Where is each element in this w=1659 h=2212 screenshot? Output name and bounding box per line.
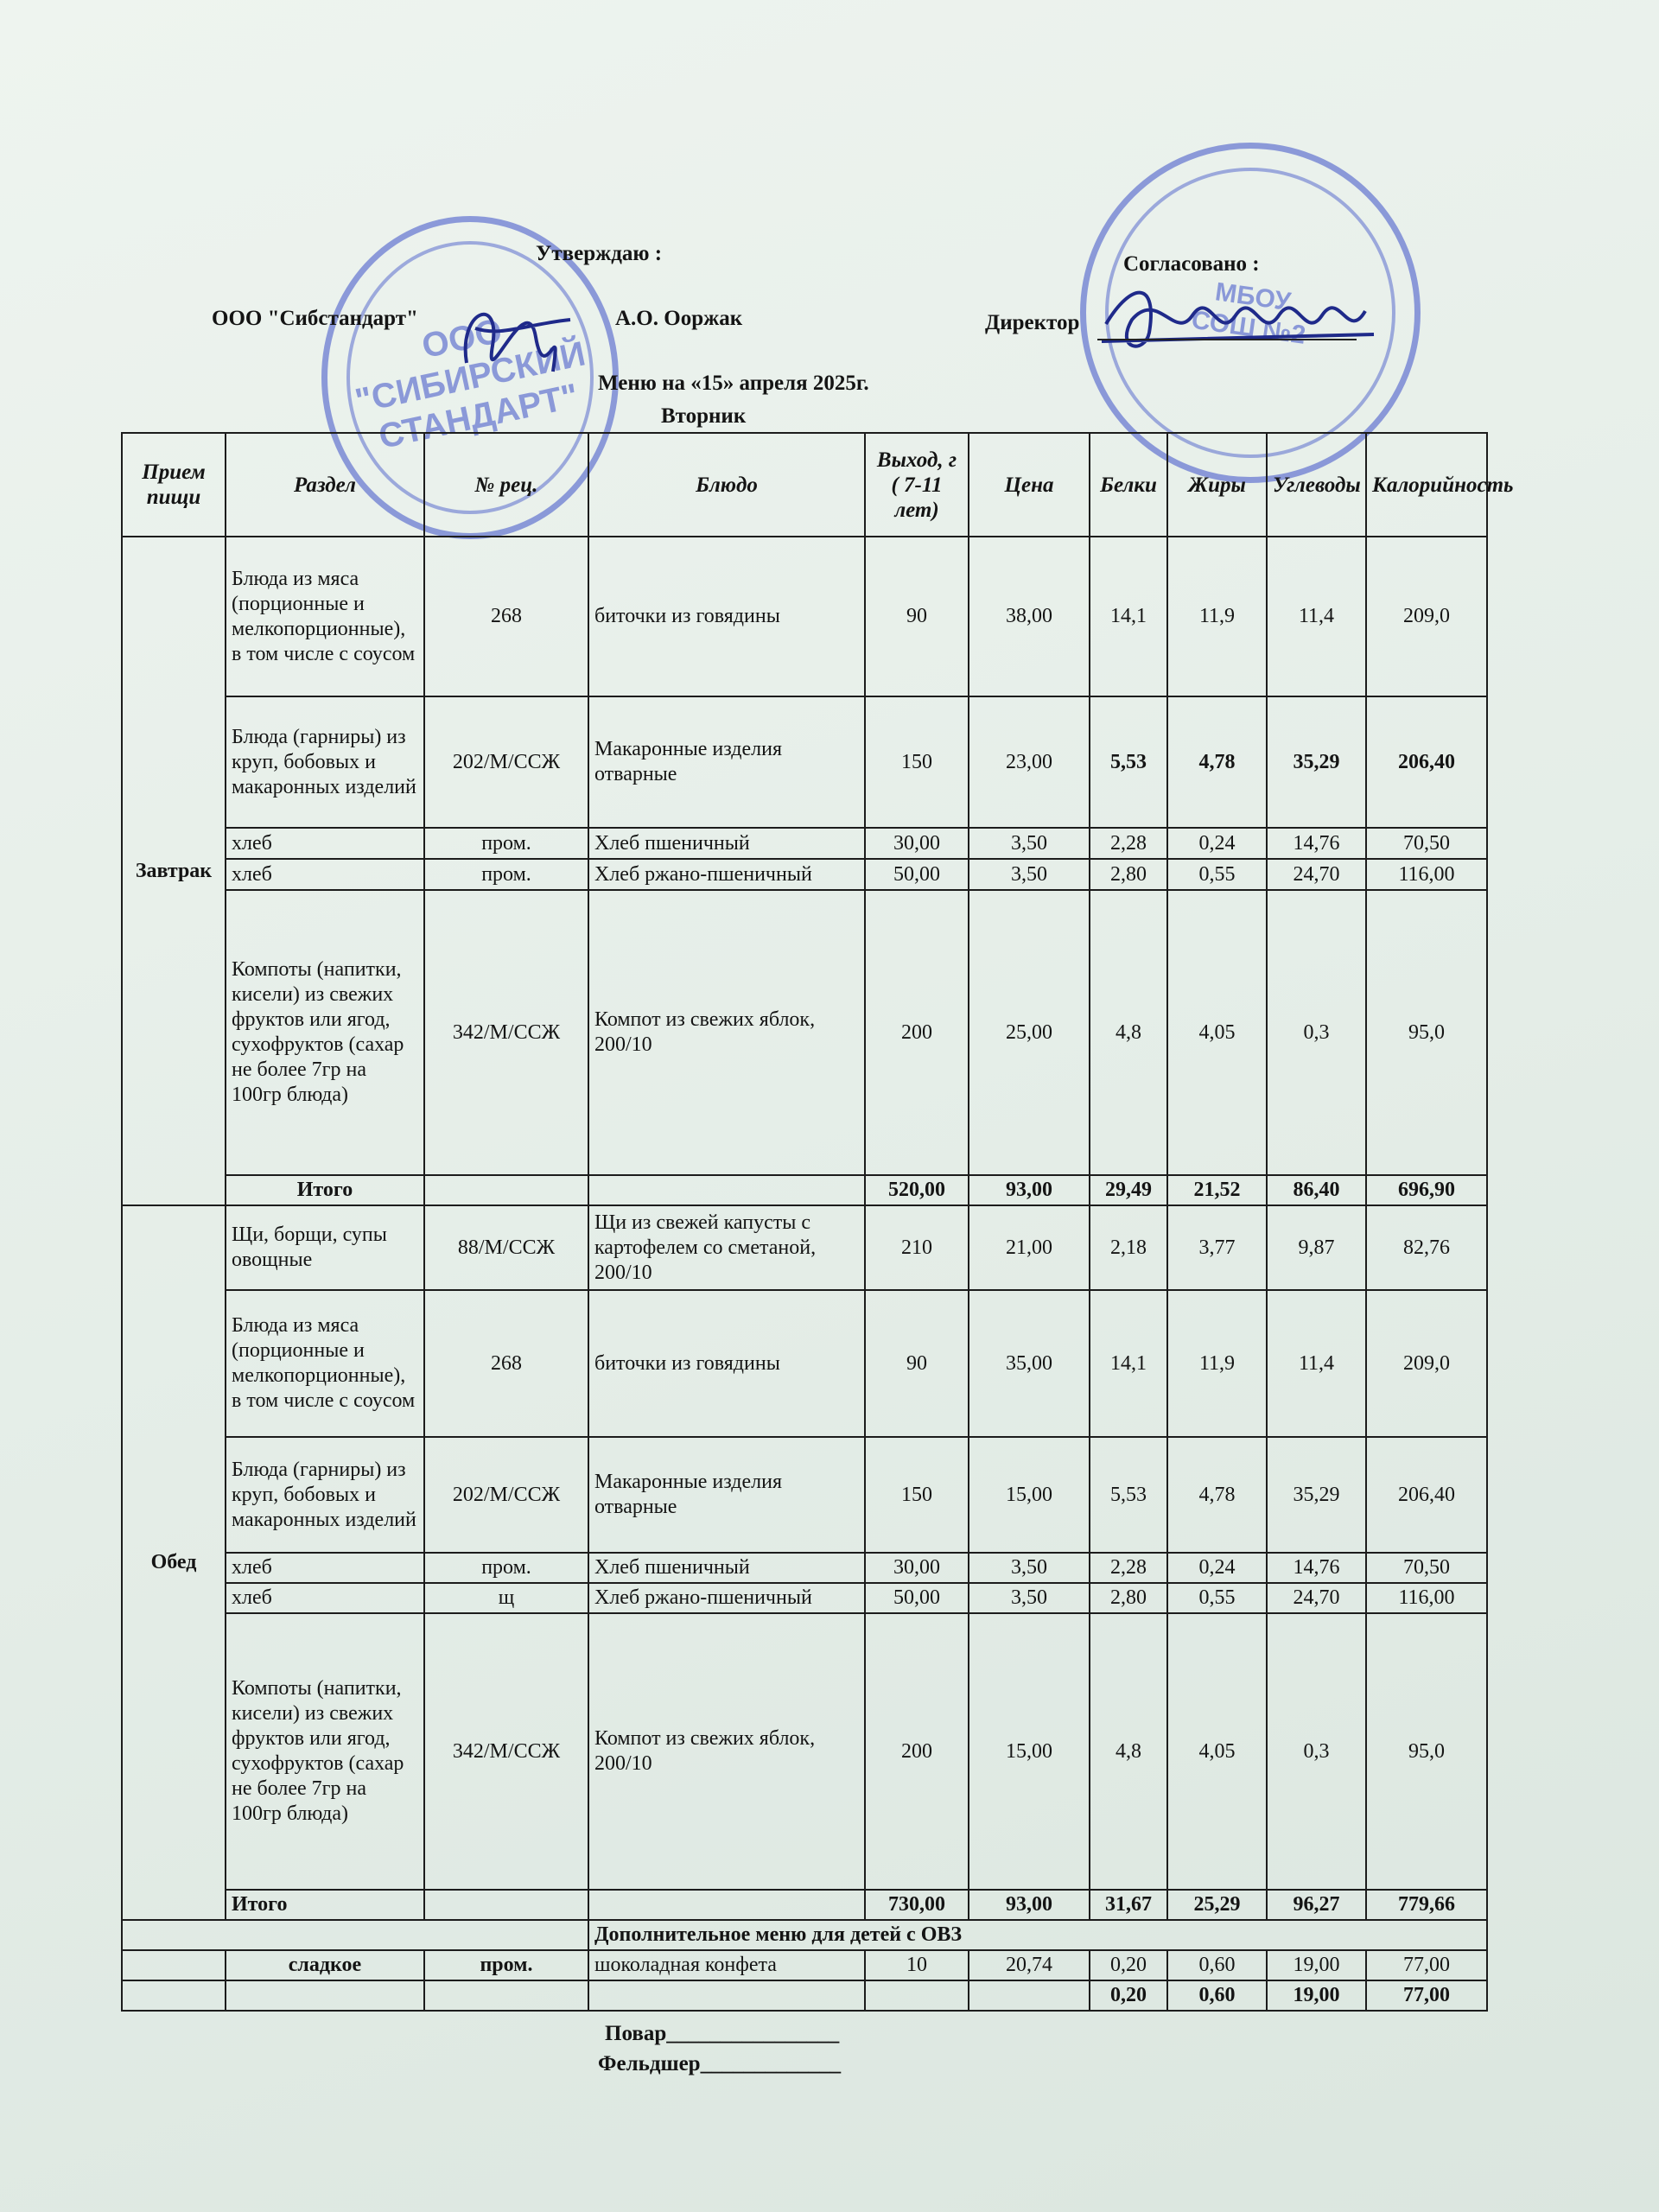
- yield-cell: 30,00: [865, 828, 969, 859]
- protein-cell: 14,1: [1090, 537, 1167, 696]
- kcal-cell: 209,0: [1366, 537, 1487, 696]
- section-cell: сладкое: [226, 1950, 424, 1980]
- carbs-cell: 0,3: [1267, 1613, 1366, 1890]
- kcal-cell: 70,50: [1366, 828, 1487, 859]
- carbs-cell: 19,00: [1267, 1950, 1366, 1980]
- fat-cell: 25,29: [1167, 1890, 1267, 1920]
- menu-table: [121, 432, 1514, 2012]
- yield-cell: 150: [865, 696, 969, 828]
- price-cell: 3,50: [969, 828, 1090, 859]
- col-header: Раздел: [226, 433, 424, 537]
- price-cell: 93,00: [969, 1890, 1090, 1920]
- lunch-total-row: [122, 1890, 1487, 1920]
- yield-cell: 90: [865, 1290, 969, 1437]
- carbs-cell: 0,3: [1267, 890, 1366, 1175]
- dish-cell: Макаронные изделия отварные: [588, 1437, 865, 1553]
- recipe-cell: 202/М/ССЖ: [424, 696, 588, 828]
- menu-title: Меню на «15» апреля 2025г.: [598, 372, 869, 395]
- carbs-cell: 24,70: [1267, 1583, 1366, 1613]
- table-row: [122, 696, 1487, 828]
- recipe-cell: щ: [424, 1583, 588, 1613]
- kcal-cell: 95,0: [1366, 1613, 1487, 1890]
- carbs-cell: 9,87: [1267, 1205, 1366, 1290]
- table-row: [122, 1583, 1487, 1613]
- organization-name: ООО "Сибстандарт": [212, 307, 418, 330]
- table-header-row: [122, 433, 1487, 537]
- recipe-cell: 342/М/ССЖ: [424, 890, 588, 1175]
- yield-cell: 50,00: [865, 859, 969, 890]
- price-cell: 21,00: [969, 1205, 1090, 1290]
- yield-cell: 10: [865, 1950, 969, 1980]
- kcal-cell: 206,40: [1366, 696, 1487, 828]
- director-signature: [1097, 272, 1382, 367]
- cook-signature-line: Повар________________: [605, 2022, 840, 2045]
- yield-cell: 520,00: [865, 1175, 969, 1205]
- recipe-cell: пром.: [424, 828, 588, 859]
- col-header: Калорийность: [1366, 433, 1487, 537]
- kcal-cell: 116,00: [1366, 859, 1487, 890]
- dish-cell: Макаронные изделия отварные: [588, 696, 865, 828]
- section-cell: Компоты (напитки, кисели) из свежих фруктов или ягод, сухофруктов (сахар не более 7гр на 100гр блюда): [226, 1613, 424, 1890]
- yield-cell: 730,00: [865, 1890, 969, 1920]
- carbs-cell: 19,00: [1267, 1980, 1366, 2011]
- kcal-cell: 209,0: [1366, 1290, 1487, 1437]
- carbs-cell: 96,27: [1267, 1890, 1366, 1920]
- col-header: Прием пищи: [122, 433, 226, 537]
- recipe-cell: 342/М/ССЖ: [424, 1613, 588, 1890]
- price-cell: 15,00: [969, 1437, 1090, 1553]
- dish-cell: биточки из говядины: [588, 537, 865, 696]
- col-header: Выход, г ( 7-11 лет): [865, 433, 969, 537]
- dish-cell: Хлеб ржано-пшеничный: [588, 1583, 865, 1613]
- kcal-cell: 779,66: [1366, 1890, 1487, 1920]
- director-signature-line: [1097, 339, 1357, 340]
- agree-label: Согласовано :: [1123, 252, 1260, 276]
- fat-cell: 3,77: [1167, 1205, 1267, 1290]
- carbs-cell: 35,29: [1267, 1437, 1366, 1553]
- recipe-cell: пром.: [424, 1950, 588, 1980]
- protein-cell: 2,80: [1090, 859, 1167, 890]
- recipe-cell: 202/М/ССЖ: [424, 1437, 588, 1553]
- protein-cell: 2,28: [1090, 828, 1167, 859]
- fat-cell: 11,9: [1167, 1290, 1267, 1437]
- section-cell: Блюда (гарниры) из круп, бобовых и макаронных изделий: [226, 696, 424, 828]
- extra-menu-title: Дополнительное меню для детей с ОВЗ: [588, 1920, 1487, 1950]
- section-cell: Блюда из мяса (порционные и мелкопорционные), в том числе с соусом: [226, 1290, 424, 1437]
- table-row: [122, 890, 1487, 1175]
- recipe-cell: пром.: [424, 1553, 588, 1583]
- section-cell: хлеб: [226, 828, 424, 859]
- price-cell: 93,00: [969, 1175, 1090, 1205]
- fat-cell: 4,05: [1167, 890, 1267, 1175]
- table-row: [122, 537, 1487, 696]
- dish-cell: биточки из говядины: [588, 1290, 865, 1437]
- company-stamp-text: ООО "СИБИРСКИЙ СТАНДАРТ": [352, 311, 588, 456]
- table-row: [122, 1553, 1487, 1583]
- fat-cell: 21,52: [1167, 1175, 1267, 1205]
- protein-cell: 31,67: [1090, 1890, 1167, 1920]
- dish-cell: Компот из свежих яблок, 200/10: [588, 890, 865, 1175]
- col-header: Жиры: [1167, 433, 1267, 537]
- yield-cell: 210: [865, 1205, 969, 1290]
- fat-cell: 0,24: [1167, 1553, 1267, 1583]
- protein-cell: 4,8: [1090, 1613, 1167, 1890]
- protein-cell: 0,20: [1090, 1950, 1167, 1980]
- section-cell: хлеб: [226, 859, 424, 890]
- dish-cell: Компот из свежих яблок, 200/10: [588, 1613, 865, 1890]
- dish-cell: Хлеб пшеничный: [588, 1553, 865, 1583]
- extra-total-row: [122, 1980, 1487, 2011]
- recipe-cell: пром.: [424, 859, 588, 890]
- total-label: Итого: [226, 1890, 424, 1920]
- price-cell: 23,00: [969, 696, 1090, 828]
- fat-cell: 4,05: [1167, 1613, 1267, 1890]
- recipe-cell: 268: [424, 537, 588, 696]
- table-row: [122, 1950, 1487, 1980]
- total-label: Итого: [226, 1175, 424, 1205]
- section-cell: хлеб: [226, 1553, 424, 1583]
- protein-cell: 0,20: [1090, 1980, 1167, 2011]
- yield-cell: 90: [865, 537, 969, 696]
- weekday: Вторник: [661, 404, 747, 428]
- extra-menu-title-row: [122, 1920, 1487, 1950]
- carbs-cell: 24,70: [1267, 859, 1366, 890]
- carbs-cell: 11,4: [1267, 537, 1366, 696]
- fat-cell: 0,24: [1167, 828, 1267, 859]
- price-cell: 15,00: [969, 1613, 1090, 1890]
- protein-cell: 29,49: [1090, 1175, 1167, 1205]
- medic-signature-line: Фельдшер_____________: [598, 2052, 842, 2075]
- table-row: [122, 828, 1487, 859]
- yield-cell: 150: [865, 1437, 969, 1553]
- carbs-cell: 14,76: [1267, 828, 1366, 859]
- kcal-cell: 82,76: [1366, 1205, 1487, 1290]
- approver-signature: [449, 276, 579, 397]
- yield-cell: 200: [865, 1613, 969, 1890]
- protein-cell: 4,8: [1090, 890, 1167, 1175]
- table-row: [122, 1613, 1487, 1890]
- fat-cell: 11,9: [1167, 537, 1267, 696]
- kcal-cell: 95,0: [1366, 890, 1487, 1175]
- fat-cell: 4,78: [1167, 1437, 1267, 1553]
- price-cell: 35,00: [969, 1290, 1090, 1437]
- table-row: [122, 1205, 1487, 1290]
- kcal-cell: 70,50: [1366, 1553, 1487, 1583]
- kcal-cell: 77,00: [1366, 1950, 1487, 1980]
- protein-cell: 2,18: [1090, 1205, 1167, 1290]
- yield-cell: 200: [865, 890, 969, 1175]
- kcal-cell: 116,00: [1366, 1583, 1487, 1613]
- fat-cell: 4,78: [1167, 696, 1267, 828]
- approver-name: А.О. Ооржак: [615, 307, 743, 330]
- fat-cell: 0,55: [1167, 859, 1267, 890]
- dish-cell: Хлеб пшеничный: [588, 828, 865, 859]
- col-header: № рец.: [424, 433, 588, 537]
- table-row: [122, 1290, 1487, 1437]
- approve-label: Утверждаю :: [536, 242, 663, 265]
- section-cell: хлеб: [226, 1583, 424, 1613]
- director-label: Директор: [985, 311, 1080, 334]
- fat-cell: 0,55: [1167, 1583, 1267, 1613]
- table-row: [122, 859, 1487, 890]
- kcal-cell: 77,00: [1366, 1980, 1487, 2011]
- section-cell: Блюда (гарниры) из круп, бобовых и макаронных изделий: [226, 1437, 424, 1553]
- dish-cell: Хлеб ржано-пшеничный: [588, 859, 865, 890]
- school-stamp-text: МБОУ СОШ №2: [1189, 277, 1307, 350]
- dish-cell: шоколадная конфета: [588, 1950, 865, 1980]
- dish-cell: Щи из свежей капусты с картофелем со сметаной, 200/10: [588, 1205, 865, 1290]
- price-cell: 3,50: [969, 1583, 1090, 1613]
- protein-cell: 14,1: [1090, 1290, 1167, 1437]
- carbs-cell: 86,40: [1267, 1175, 1366, 1205]
- kcal-cell: 696,90: [1366, 1175, 1487, 1205]
- price-cell: 38,00: [969, 537, 1090, 696]
- yield-cell: 50,00: [865, 1583, 969, 1613]
- carbs-cell: 14,76: [1267, 1553, 1366, 1583]
- price-cell: 3,50: [969, 859, 1090, 890]
- fat-cell: 0,60: [1167, 1950, 1267, 1980]
- section-cell: Блюда из мяса (порционные и мелкопорционные), в том числе с соусом: [226, 537, 424, 696]
- protein-cell: 5,53: [1090, 696, 1167, 828]
- yield-cell: 30,00: [865, 1553, 969, 1583]
- carbs-cell: 11,4: [1267, 1290, 1366, 1437]
- table-row: [122, 1437, 1487, 1553]
- protein-cell: 2,28: [1090, 1553, 1167, 1583]
- carbs-cell: 35,29: [1267, 696, 1366, 828]
- price-cell: 25,00: [969, 890, 1090, 1175]
- breakfast-total-row: [122, 1175, 1487, 1205]
- col-header: Углеводы: [1267, 433, 1366, 537]
- meal-breakfast: Завтрак: [122, 537, 226, 1205]
- col-header: Цена: [969, 433, 1090, 537]
- protein-cell: 5,53: [1090, 1437, 1167, 1553]
- recipe-cell: 268: [424, 1290, 588, 1437]
- meal-lunch: Обед: [122, 1205, 226, 1920]
- col-header: Блюдо: [588, 433, 865, 537]
- protein-cell: 2,80: [1090, 1583, 1167, 1613]
- fat-cell: 0,60: [1167, 1980, 1267, 2011]
- section-cell: Щи, борщи, супы овощные: [226, 1205, 424, 1290]
- recipe-cell: 88/М/ССЖ: [424, 1205, 588, 1290]
- col-header: Белки: [1090, 433, 1167, 537]
- kcal-cell: 206,40: [1366, 1437, 1487, 1553]
- price-cell: 3,50: [969, 1553, 1090, 1583]
- price-cell: 20,74: [969, 1950, 1090, 1980]
- section-cell: Компоты (напитки, кисели) из свежих фруктов или ягод, сухофруктов (сахар не более 7гр на 100гр блюда): [226, 890, 424, 1175]
